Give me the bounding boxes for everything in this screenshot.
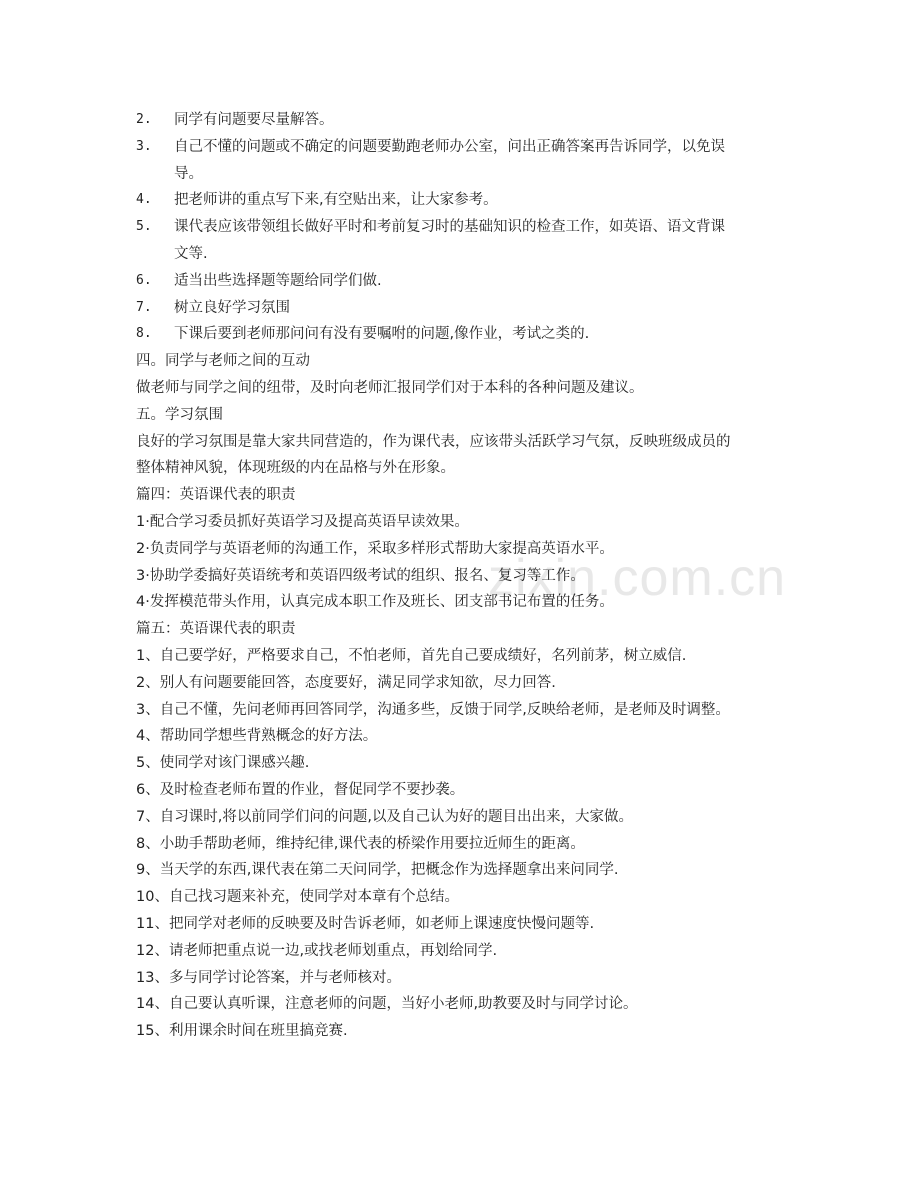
paragraph: 做老师与同学之间的纽带，及时向老师汇报同学们对于本科的各种问题及建议。: [136, 379, 644, 396]
list-item: 3、自己不懂，先问老师再回答同学，沟通多些，反馈于同学,反映给老师，是老师及时调整。: [136, 701, 730, 718]
paragraph: 良好的学习氛围是靠大家共同营造的，作为课代表，应该带头活跃学习气氛，反映班级成员的: [136, 433, 731, 450]
list-item: 3·协助学委搞好英语统考和英语四级考试的组织、报名、复习等工作。: [136, 567, 585, 584]
item-text: 自己不懂的问题或不确定的问题要勤跑老师办公室，问出正确答案再告诉同学，以免误: [174, 138, 725, 155]
item-number: 8.: [136, 326, 152, 342]
document-body: [136, 107, 796, 1045]
item-text: 同学有问题要尽量解答。: [174, 112, 334, 128]
list-item: 4·发挥模范带头作用，认真完成本职工作及班长、团支部书记布置的任务。: [136, 594, 614, 611]
list-item: 10、自己找习题来补充，使同学对本章有个总结。: [136, 889, 459, 906]
list-item: 2·负责同学与英语老师的沟通工作，采取多样形式帮助大家提高英语水平。: [136, 540, 614, 557]
item-number: 7.: [136, 299, 152, 315]
list-item: [136, 187, 796, 214]
item-number: 3.: [136, 138, 152, 154]
list-item: 14、自己要认真听课，注意老师的问题，当好小老师,助教要及时与同学讨论。: [136, 996, 638, 1013]
list-item: 4、帮助同学想些背熟概念的好方法。: [136, 728, 378, 745]
list-item: [136, 214, 796, 241]
list-item: 1·配合学习委员抓好英语学习及提高英语早读效果。: [136, 513, 469, 530]
item-text: 课代表应该带领组长做好平时和考前复习时的基础知识的检查工作，如英语、语文背课: [174, 219, 725, 236]
list-item: 2、别人有问题要能回答，态度要好，满足同学求知欲，尽力回答.: [136, 674, 556, 691]
item-text: 树立良好学习氛围: [174, 299, 290, 316]
list-item: [136, 321, 796, 348]
list-item: 1、自己要学好，严格要求自己，不怕老师，首先自己要成绩好，名列前茅，树立威信.: [136, 647, 687, 664]
list-item: 5、使同学对该门课感兴趣.: [136, 755, 310, 772]
section-heading: 五。学习氛围: [136, 406, 223, 423]
section-heading: 四。同学与老师之间的互动: [136, 353, 310, 370]
item-number: 4.: [136, 192, 152, 208]
item-text: 把老师讲的重点写下来,有空贴出来，让大家参考。: [174, 192, 498, 209]
list-item: [136, 268, 796, 295]
list-item: [136, 107, 796, 134]
item-text: 下课后要到老师那问问有没有要嘱咐的问题,像作业，考试之类的.: [174, 326, 590, 343]
item-number: 6.: [136, 272, 152, 288]
list-item: 8、小助手帮助老师，维持纪律,课代表的桥梁作用要拉近师生的距离。: [136, 835, 585, 852]
item-text: 适当出些选择题等题给同学们做.: [174, 272, 382, 289]
item-number: 5.: [136, 219, 152, 235]
item-number: 2.: [136, 112, 152, 127]
part-heading: 篇五：英语课代表的职责: [136, 621, 296, 638]
watermark: zixin.com.cn: [488, 549, 787, 607]
part-heading: 篇四：英语课代表的职责: [136, 487, 296, 504]
list-item: 13、多与同学讨论答案，并与老师核对。: [136, 969, 401, 986]
list-item: [136, 134, 796, 161]
list-item: 9、当天学的东西,课代表在第二天问同学，把概念作为选择题拿出来问同学.: [136, 862, 619, 879]
list-item: 15、利用课余时间在班里搞竞赛.: [136, 1023, 348, 1040]
item-continuation: 文等.: [174, 245, 208, 262]
item-continuation: 导。: [174, 165, 203, 182]
list-item: [136, 295, 796, 322]
paragraph: 整体精神风貌，体现班级的内在品格与外在形象。: [136, 460, 455, 477]
list-item: 6、及时检查老师布置的作业，督促同学不要抄袭。: [136, 781, 465, 798]
list-item: 11、把同学对老师的反映要及时告诉老师，如老师上课速度快慢问题等.: [136, 915, 595, 932]
list-item: 7、自习课时,将以前同学们问的问题,以及自己认为好的题目出出来，大家做。: [136, 808, 633, 825]
list-item: 12、请老师把重点说一边,或找老师划重点，再划给同学.: [136, 942, 498, 959]
